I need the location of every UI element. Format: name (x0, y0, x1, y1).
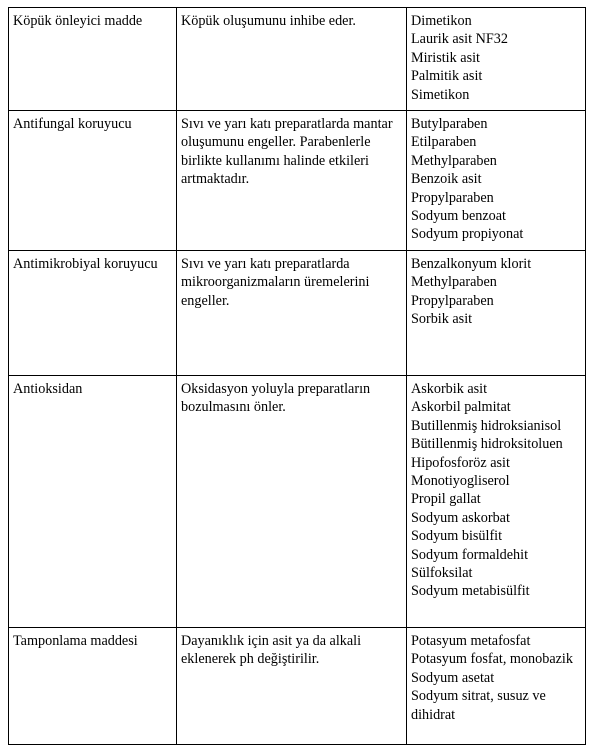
example-item: Butylparaben (411, 116, 488, 132)
example-item: Potasyum metafosfat (411, 633, 531, 649)
example-item: Sülfoksilat (411, 565, 473, 582)
example-item: Laurik asit NF32 (411, 31, 508, 48)
example-item: Sodyum propiyonat (411, 226, 524, 243)
example-item: Sorbik asit (411, 311, 473, 328)
examples-cell (407, 628, 586, 745)
category-cell (9, 376, 177, 628)
example-item: Benzalkonyum klorit (411, 256, 532, 272)
example-item: Potasyum fosfat, monobazik (411, 651, 573, 668)
example-item: Methylparaben (411, 152, 497, 169)
example-item: Propil gallat (411, 491, 481, 508)
category-text: Antifungal koruyucu (13, 116, 132, 132)
example-item: Sodyum formaldehit (411, 546, 529, 563)
category-cell (9, 8, 177, 111)
description-text: Oksidasyon yoluyla preparatların bozulmasını önler. (181, 381, 371, 416)
example-item: Askorbik asit (411, 381, 488, 397)
category-text: Tamponlama maddesi (13, 633, 138, 649)
example-item: Simetikon (411, 86, 470, 103)
table-row (9, 251, 586, 376)
description-cell (177, 8, 407, 111)
description-cell (177, 251, 407, 376)
examples-cell (407, 111, 586, 251)
example-item: Propylparaben (411, 292, 494, 309)
category-text: Antioksidan (13, 381, 83, 397)
category-cell (9, 251, 177, 376)
description-text: Sıvı ve yarı katı preparatlarda mikroorganizmaların üremelerini engeller. (181, 256, 370, 309)
description-cell (177, 376, 407, 628)
example-item: Sodyum askorbat (411, 509, 510, 526)
example-item: Sodyum sitrat, susuz ve dihidrat (411, 688, 546, 723)
example-item: Sodyum asetat (411, 669, 495, 686)
category-text: Köpük önleyici madde (13, 13, 143, 29)
category-cell (9, 628, 177, 745)
table-row (9, 111, 586, 251)
example-item: Propylparaben (411, 189, 494, 206)
examples-cell (407, 8, 586, 111)
example-item: Askorbil palmitat (411, 399, 511, 416)
example-item: Palmitik asit (411, 68, 483, 85)
description-cell (177, 111, 407, 251)
example-item: Butillenmiş hidroksianisol (411, 417, 562, 434)
description-text: Sıvı ve yarı katı preparatlarda mantar oluşumunu engeller. Parabenlerle birlikte kullanımı halinde etkileri artmaktadır. (181, 116, 393, 188)
table-row (9, 8, 586, 111)
examples-cell (407, 251, 586, 376)
category-cell (9, 111, 177, 251)
example-item: Miristik asit (411, 49, 480, 66)
table-row (9, 376, 586, 628)
description-text: Köpük oluşumunu inhibe eder. (181, 13, 356, 29)
example-item: Dimetikon (411, 13, 472, 29)
description-text: Dayanıklık için asit ya da alkali eklenerek ph değiştirilir. (181, 633, 362, 668)
example-item: Methylparaben (411, 274, 497, 291)
examples-cell (407, 376, 586, 628)
example-item: Hipofosforöz asit (411, 454, 510, 471)
example-item: Sodyum benzoat (411, 208, 506, 225)
description-cell (177, 628, 407, 745)
table-row (9, 628, 586, 745)
example-item: Sodyum bisülfit (411, 528, 503, 545)
excipient-table (8, 7, 586, 745)
example-item: Benzoik asit (411, 171, 482, 188)
example-item: Bütillenmiş hidroksitoluen (411, 436, 563, 453)
example-item: Sodyum metabisülfit (411, 583, 530, 600)
example-item: Monotiyogliserol (411, 473, 510, 490)
example-item: Etilparaben (411, 134, 477, 151)
category-text: Antimikrobiyal koruyucu (13, 256, 158, 272)
